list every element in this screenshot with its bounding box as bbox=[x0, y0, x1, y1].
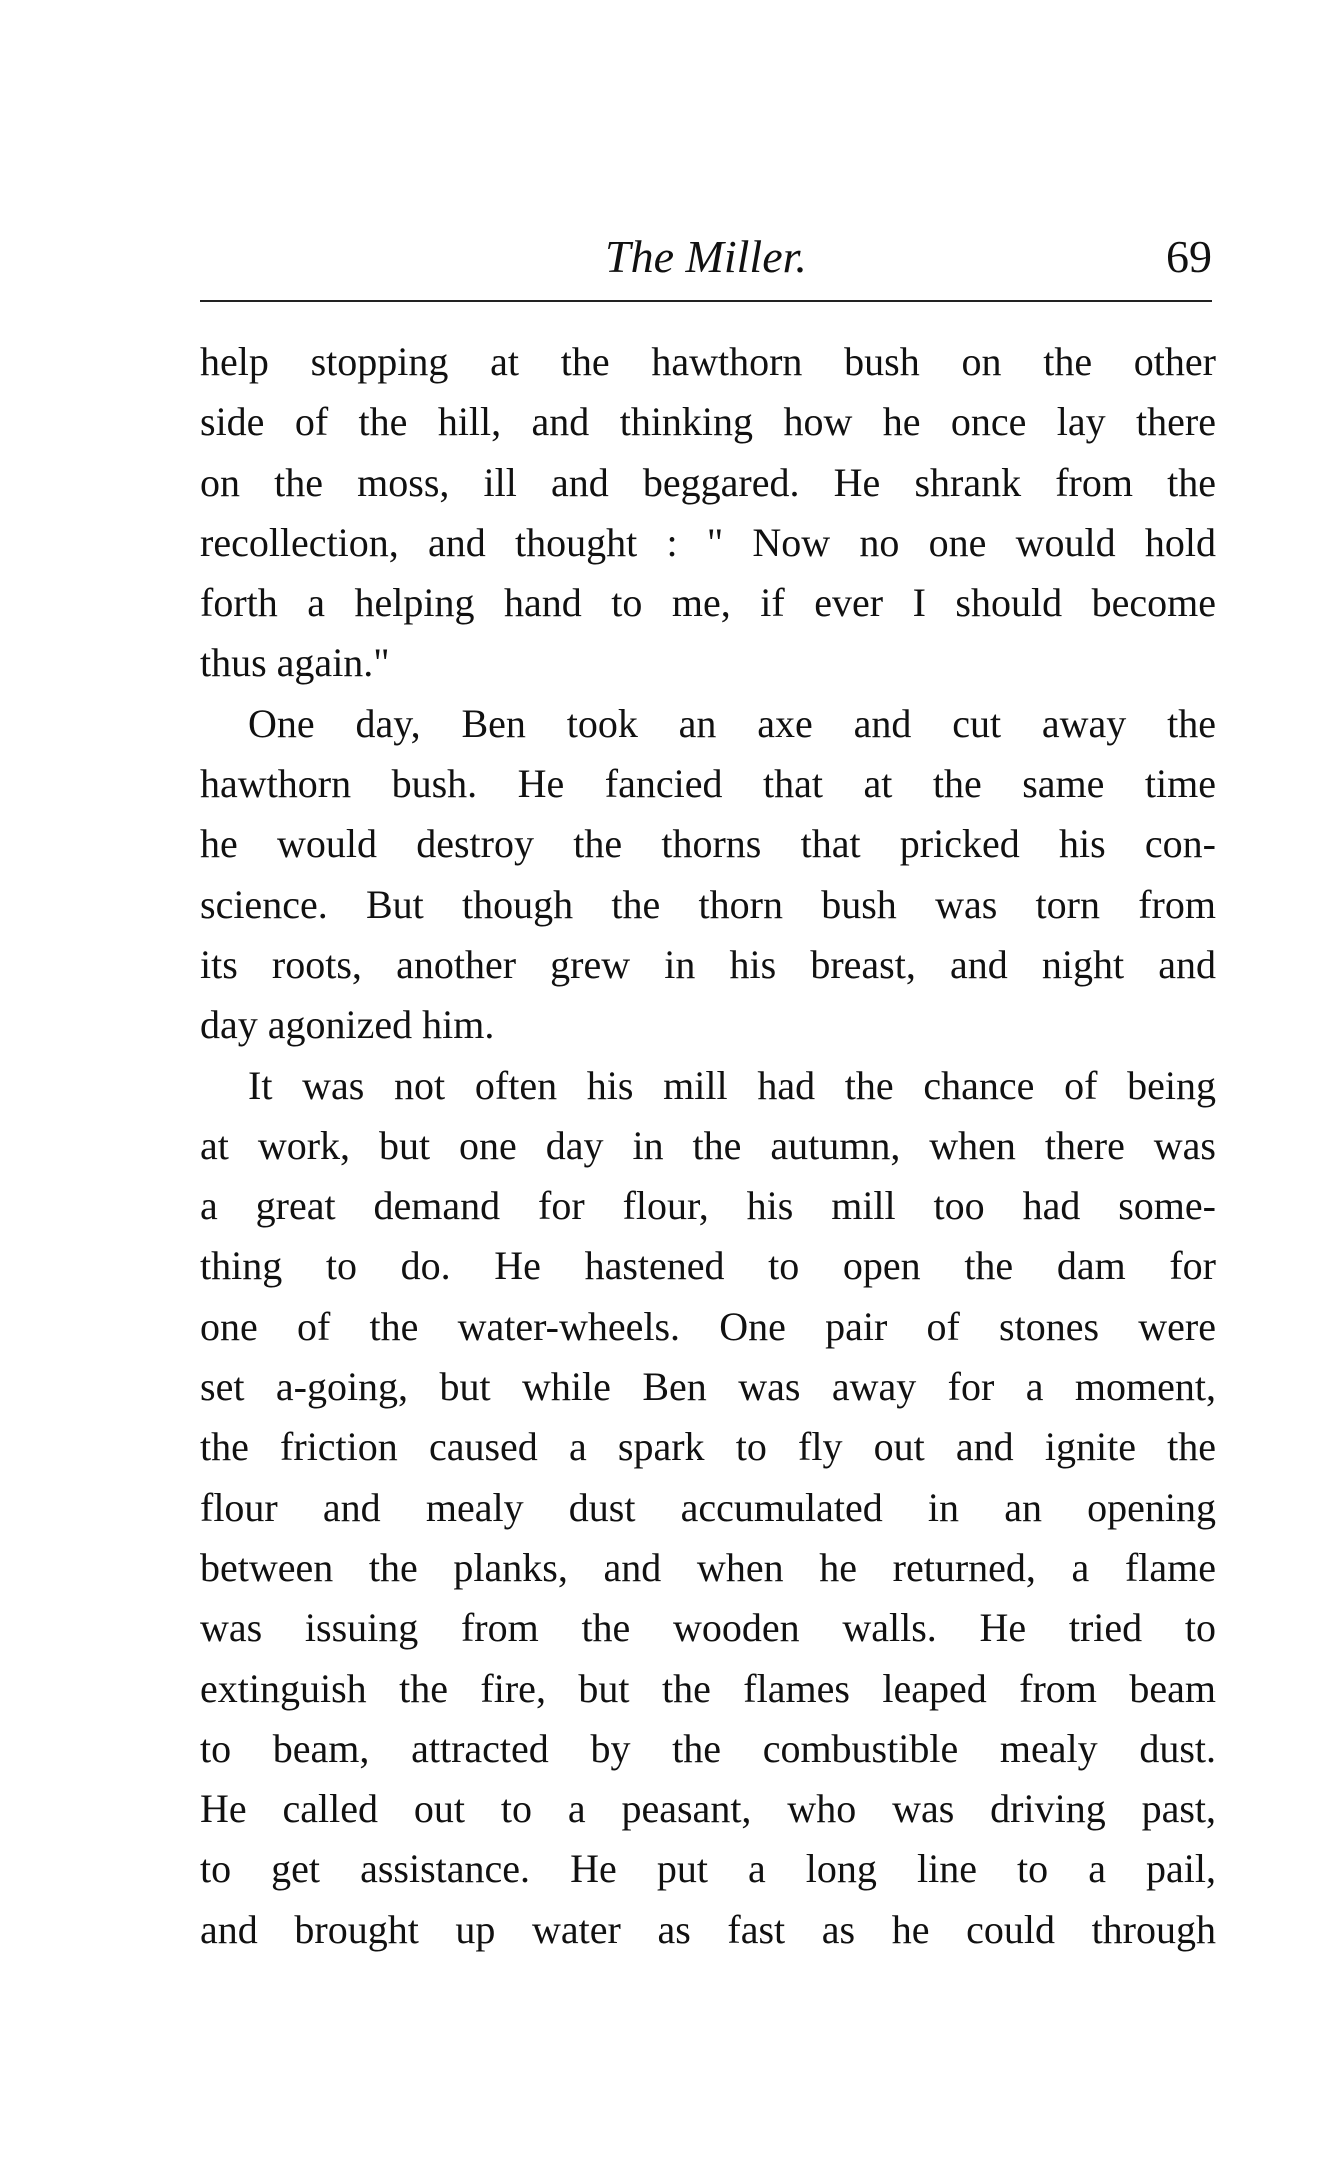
text-line: thing to do. He hastened to open the dam for bbox=[200, 1243, 1216, 1289]
text-line: one of the water-wheels. One pair of stones were bbox=[200, 1303, 1216, 1349]
text-line: on the moss, ill and beggared. He shrank from the bbox=[200, 459, 1216, 505]
text-line: thus again." bbox=[200, 640, 390, 686]
running-head bbox=[200, 222, 1212, 292]
text-line: between the planks, and when he returned, a flame bbox=[200, 1544, 1216, 1590]
text-line: One day, Ben took an axe and cut away the bbox=[248, 700, 1216, 746]
running-title: The Miller. bbox=[605, 231, 807, 282]
text-line: hawthorn bush. He fancied that at the same time bbox=[200, 761, 1216, 807]
text-line: he would destroy the thorns that pricked his con- bbox=[200, 821, 1216, 867]
text-line: the friction caused a spark to fly out and ignite the bbox=[200, 1424, 1216, 1470]
text-line: day agonized him. bbox=[200, 1002, 495, 1048]
text-line: help stopping at the hawthorn bush on the other bbox=[200, 339, 1216, 384]
text-line: at work, but one day in the autumn, when there was bbox=[200, 1122, 1216, 1168]
text-line: and brought up water as fast as he could through bbox=[200, 1906, 1216, 1952]
text-line: set a-going, but while Ben was away for a moment, bbox=[200, 1364, 1216, 1410]
text-line: He called out to a peasant, who was driving past, bbox=[200, 1786, 1216, 1832]
text-line: It was not often his mill had the chance of being bbox=[248, 1062, 1216, 1108]
text-line: extinguish the fire, but the flames leaped from beam bbox=[200, 1665, 1216, 1711]
text-line: forth a helping hand to me, if ever I should become bbox=[200, 580, 1216, 626]
text-line: to get assistance. He put a long line to a pail, bbox=[200, 1846, 1216, 1892]
text-line: was issuing from the wooden walls. He tried to bbox=[200, 1605, 1216, 1651]
body-text bbox=[200, 332, 1216, 1960]
text-line: its roots, another grew in his breast, and night and bbox=[200, 941, 1216, 987]
text-line: a great demand for flour, his mill too had some- bbox=[200, 1183, 1216, 1229]
header-rule bbox=[200, 300, 1212, 302]
text-line: science. But though the thorn bush was torn from bbox=[200, 881, 1216, 927]
text-line: to beam, attracted by the combustible mealy dust. bbox=[200, 1725, 1216, 1771]
page-number: 69 bbox=[1166, 231, 1212, 282]
text-line: flour and mealy dust accumulated in an opening bbox=[200, 1484, 1216, 1530]
text-line: side of the hill, and thinking how he once lay there bbox=[200, 399, 1216, 445]
text-line: recollection, and thought : " Now no one would hold bbox=[200, 519, 1216, 565]
